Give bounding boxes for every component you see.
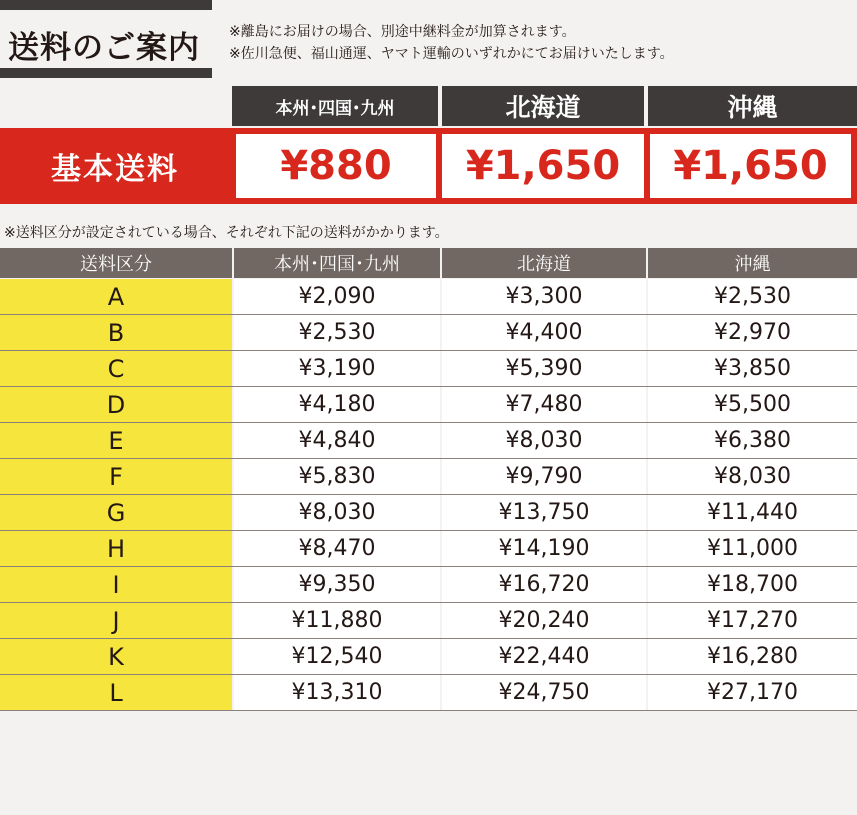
table-row (0, 675, 857, 711)
price-hokkaido-cell: ¥13,750 (442, 495, 646, 530)
price-hokkaido-cell: ¥22,440 (442, 639, 646, 674)
basic-price-hokkaido: ¥1,650 (442, 134, 644, 198)
price-honshu-cell: ¥11,880 (234, 603, 440, 638)
price-honshu-cell: ¥8,470 (234, 531, 440, 566)
table-row (0, 423, 857, 459)
price-okinawa-cell: ¥3,850 (648, 351, 857, 386)
table-row (0, 603, 857, 639)
price-okinawa-cell: ¥6,380 (648, 423, 857, 458)
price-hokkaido-cell: ¥9,790 (442, 459, 646, 494)
price-hokkaido-cell: ¥16,720 (442, 567, 646, 602)
zone-letter-cell: G (0, 495, 232, 530)
price-honshu-cell: ¥5,830 (234, 459, 440, 494)
table-row (0, 639, 857, 675)
page-title: 送料のご案内 (8, 30, 200, 66)
note-carriers: ※佐川急便、福山通運、ヤマト運輸のいずれかにてお届けいたします。 (229, 46, 674, 62)
price-honshu-cell: ¥2,530 (234, 315, 440, 350)
table-row (0, 567, 857, 603)
price-okinawa-cell: ¥17,270 (648, 603, 857, 638)
table-row (0, 495, 857, 531)
price-honshu-cell: ¥4,840 (234, 423, 440, 458)
zone-header-honshu: 本州･四国･九州 (234, 248, 440, 278)
price-okinawa-cell: ¥11,440 (648, 495, 857, 530)
price-okinawa-cell: ¥2,530 (648, 279, 857, 314)
table-row (0, 315, 857, 351)
zone-letter-cell: D (0, 387, 232, 422)
zone-letter-cell: I (0, 567, 232, 602)
row-divider (0, 710, 857, 711)
price-hokkaido-cell: ¥5,390 (442, 351, 646, 386)
zone-letter-cell: J (0, 603, 232, 638)
zone-letter-cell: C (0, 351, 232, 386)
price-hokkaido-cell: ¥14,190 (442, 531, 646, 566)
basic-price-honshu: ¥880 (236, 134, 436, 198)
price-okinawa-cell: ¥11,000 (648, 531, 857, 566)
zone-header-hokkaido: 北海道 (442, 248, 646, 278)
zone-header-okinawa: 沖縄 (648, 248, 857, 278)
basic-header-okinawa: 沖縄 (648, 86, 857, 126)
zone-letter-cell: K (0, 639, 232, 674)
table-row (0, 351, 857, 387)
title-top-bar (0, 0, 212, 10)
price-honshu-cell: ¥4,180 (234, 387, 440, 422)
zone-letter-cell: E (0, 423, 232, 458)
price-honshu-cell: ¥2,090 (234, 279, 440, 314)
table-row (0, 387, 857, 423)
price-hokkaido-cell: ¥24,750 (442, 675, 646, 710)
price-hokkaido-cell: ¥20,240 (442, 603, 646, 638)
price-okinawa-cell: ¥5,500 (648, 387, 857, 422)
price-honshu-cell: ¥13,310 (234, 675, 440, 710)
basic-header-honshu: 本州･四国･九州 (232, 86, 438, 126)
table-row (0, 279, 857, 315)
price-honshu-cell: ¥12,540 (234, 639, 440, 674)
price-hokkaido-cell: ¥7,480 (442, 387, 646, 422)
basic-shipping-label: 基本送料 (51, 152, 179, 187)
price-okinawa-cell: ¥16,280 (648, 639, 857, 674)
zone-letter-cell: A (0, 279, 232, 314)
zone-note: ※送料区分が設定されている場合、それぞれ下記の送料がかかります。 (4, 225, 449, 241)
price-okinawa-cell: ¥8,030 (648, 459, 857, 494)
basic-price-okinawa: ¥1,650 (650, 134, 851, 198)
price-okinawa-cell: ¥18,700 (648, 567, 857, 602)
price-honshu-cell: ¥8,030 (234, 495, 440, 530)
table-row (0, 531, 857, 567)
note-remote-islands: ※離島にお届けの場合、別途中継料金が加算されます。 (229, 24, 576, 40)
table-row (0, 459, 857, 495)
price-hokkaido-cell: ¥4,400 (442, 315, 646, 350)
price-okinawa-cell: ¥2,970 (648, 315, 857, 350)
shipping-notes (229, 21, 674, 65)
title-bottom-bar (0, 68, 212, 78)
price-hokkaido-cell: ¥3,300 (442, 279, 646, 314)
basic-header-hokkaido: 北海道 (442, 86, 644, 126)
price-honshu-cell: ¥3,190 (234, 351, 440, 386)
zone-letter-cell: L (0, 675, 232, 710)
zone-letter-cell: F (0, 459, 232, 494)
zone-header-class: 送料区分 (0, 248, 232, 278)
zone-letter-cell: H (0, 531, 232, 566)
price-hokkaido-cell: ¥8,030 (442, 423, 646, 458)
zone-letter-cell: B (0, 315, 232, 350)
price-okinawa-cell: ¥27,170 (648, 675, 857, 710)
price-honshu-cell: ¥9,350 (234, 567, 440, 602)
